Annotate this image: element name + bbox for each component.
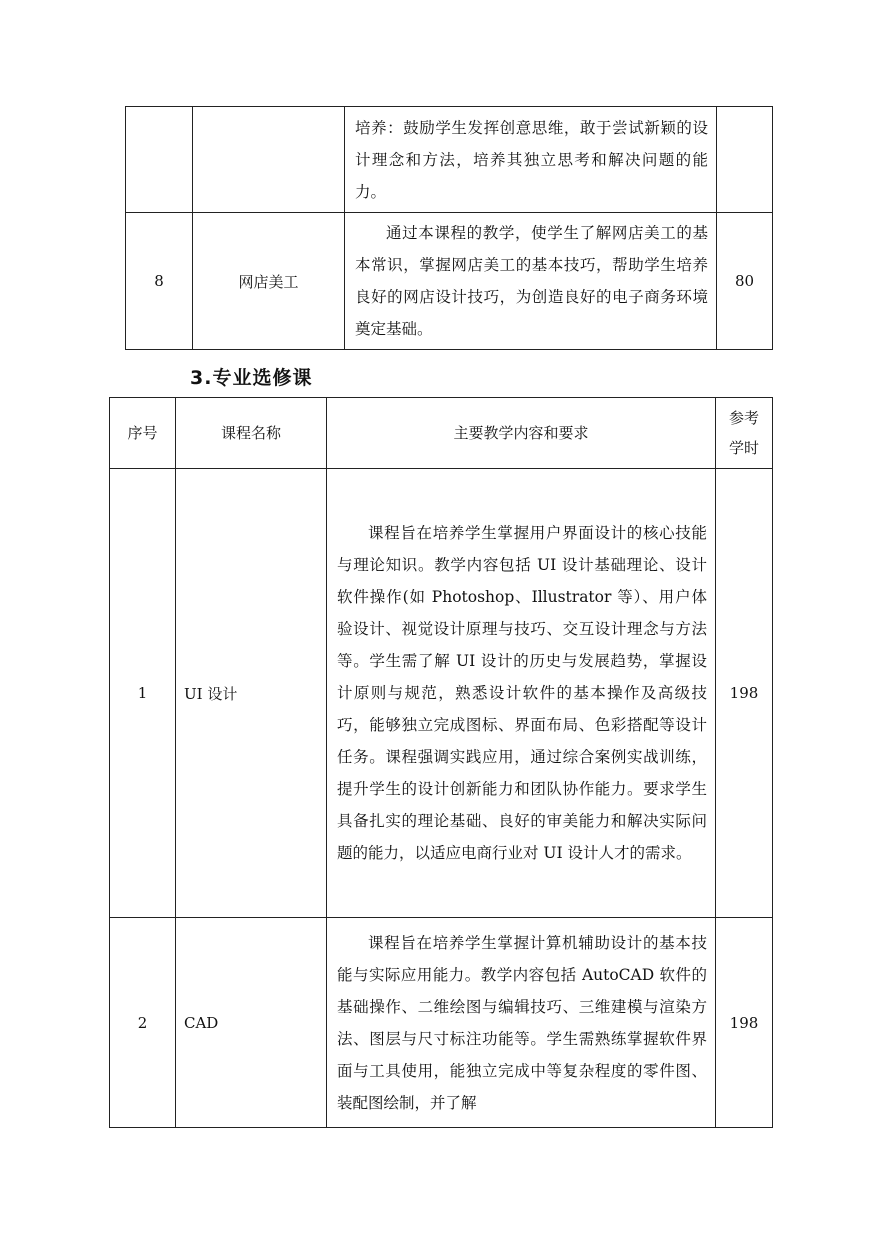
course-number: 1: [110, 469, 176, 918]
course-content: 培养：鼓励学生发挥创意思维，敢于尝试新颖的设计理念和方法，培养其独立思考和解决问题的能力。: [345, 107, 717, 213]
course-name: UI 设计: [176, 469, 327, 918]
header-content: 主要教学内容和要求: [327, 398, 716, 469]
course-content: 通过本课程的教学，使学生了解网店美工的基本常识，掌握网店美工的基本技巧，帮助学生培养良好的网店设计技巧，为创造良好的电子商务环境奠定基础。: [345, 213, 717, 350]
course-number: 8: [126, 213, 193, 350]
course-content: 课程旨在培养学生掌握计算机辅助设计的基本技能与实际应用能力。教学内容包括 AutoCAD 软件的基础操作、二维绘图与编辑技巧、三维建模与渲染方法、图层与尺寸标注功能等。学生需熟练掌握软件界面与工具使用，能独立完成中等复杂程度的零件图、装配图绘制，并了解: [327, 918, 716, 1128]
header-course-name: 课程名称: [176, 398, 327, 469]
table-row: [126, 213, 773, 350]
elective-course-table: [109, 397, 773, 1128]
course-content: 课程旨在培养学生掌握用户界面设计的核心技能与理论知识。教学内容包括 UI 设计基础理论、设计软件操作(如 Photoshop、Illustrator 等）、用户体验设计、视觉设计原理与技巧、交互设计理念与方法等。学生需了解 UI 设计的历史与发展趋势，掌握设计原则与规范，熟悉设计软件的基本操作及高级技巧，能够独立完成图标、界面布局、色彩搭配等设计任务。课程强调实践应用，通过综合案例实战训练，提升学生的设计创新能力和团队协作能力。要求学生具备扎实的理论基础、良好的审美能力和解决实际问题的能力，以适应电商行业对 UI 设计人才的需求。: [327, 469, 716, 918]
course-hours: 198: [716, 918, 773, 1128]
course-hours: 80: [717, 213, 773, 350]
course-hours: 198: [716, 469, 773, 918]
course-name: CAD: [176, 918, 327, 1128]
course-number: 2: [110, 918, 176, 1128]
course-number: [126, 107, 193, 213]
header-hours: 参考 学时: [716, 398, 773, 469]
table-row: [110, 469, 773, 918]
table-row: [126, 107, 773, 213]
course-table-continued: [125, 106, 773, 350]
header-number: 序号: [110, 398, 176, 469]
table-header-row: [110, 398, 773, 469]
table-row: [110, 918, 773, 1128]
course-name: [193, 107, 345, 213]
course-name: 网店美工: [193, 213, 345, 350]
section-heading: 3.专业选修课: [190, 367, 313, 389]
course-hours: [717, 107, 773, 213]
